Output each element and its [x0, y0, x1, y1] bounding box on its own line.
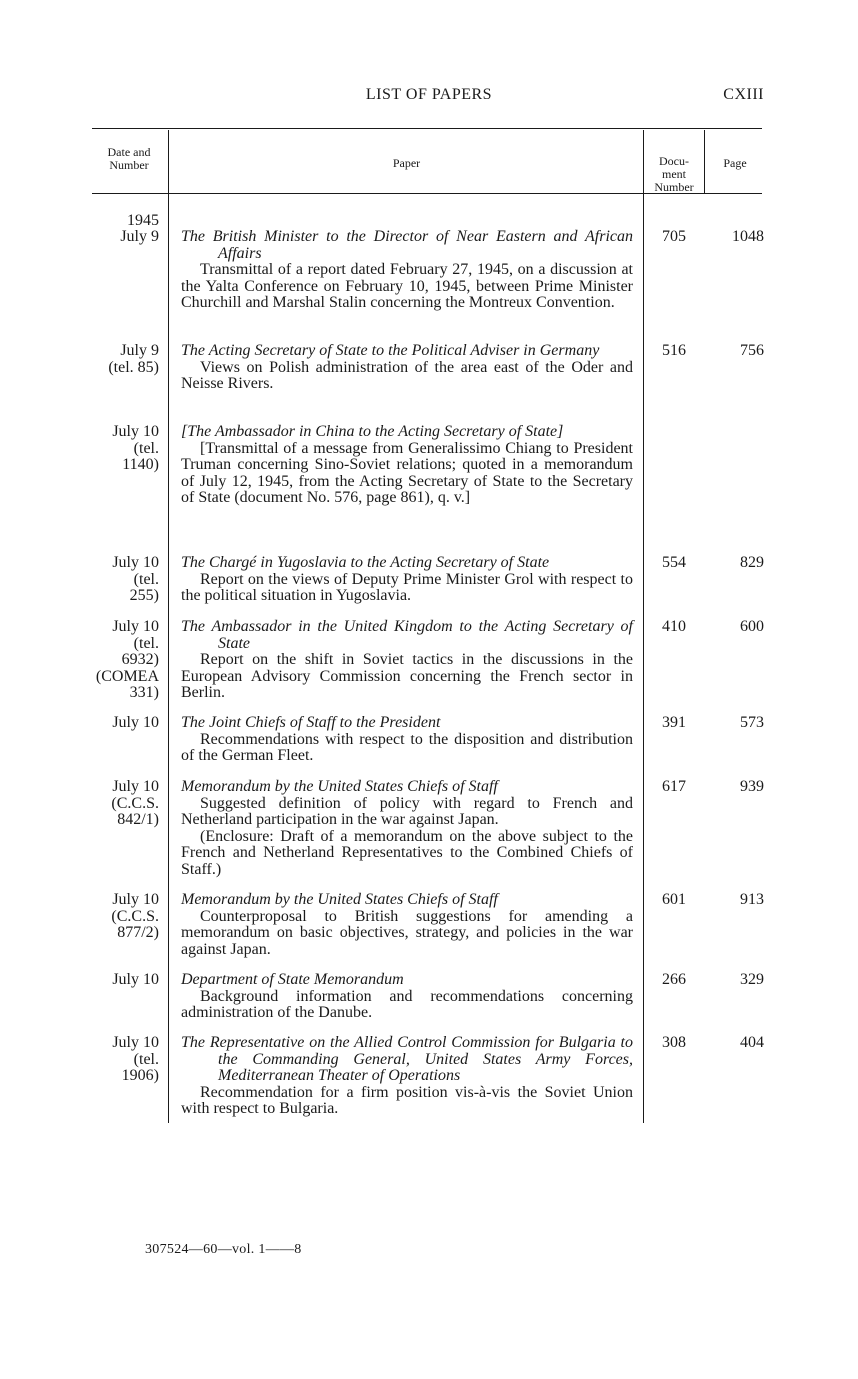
entry-title: The Acting Secretary of State to the Political Adviser in Germany: [181, 342, 600, 359]
entry-summary: Report on the views of Deputy Prime Minister Grol with respect to the political situation in Yugoslavia.: [181, 570, 633, 605]
entry-summary: Recommendations with respect to the disposition and distribution of the German Fleet.: [181, 730, 633, 765]
entry-summary: [Transmittal of a message from Generalissimo Chiang to President Truman concerning Sino-Soviet relations; quoted in a memorandum of July 12, 1945, from the Acting Secretary of State to the Secretary of State (document No. 576, page 861), q. v.]: [181, 439, 633, 507]
entry-title: Department of State Memorandum: [181, 971, 404, 988]
entry-date: July 10 (C.C.S. 842/1): [111, 778, 159, 829]
entry-summary: Transmittal of a report dated February 27, 1945, on a discussion at the Yalta Conference on February 10, 1945, between Prime Minister Churchill and Marshal Stalin concerning the Montreux Convention.: [181, 261, 633, 312]
col-header-date: [94, 146, 164, 172]
entry-date: July 10 (tel. 255): [112, 554, 159, 605]
entry-date: July 10 (tel. 1906): [112, 1034, 159, 1085]
col-header-paper-label: Paper: [392, 156, 421, 170]
running-head-title: LIST OF PAPERS: [365, 86, 493, 103]
col-header-document: [645, 142, 703, 194]
entry-paper: [181, 555, 633, 605]
entry-paper: [181, 779, 633, 879]
entry-document-number: 617: [662, 778, 686, 795]
entry-page-number: 913: [740, 891, 764, 908]
entry-document-number: 391: [662, 714, 686, 731]
entry-page-number: 1048: [732, 228, 764, 245]
entry-paper: [181, 715, 633, 765]
entry-document-number: 516: [662, 342, 686, 359]
column-divider: [168, 130, 169, 1123]
entry-date: July 10 (tel. 1140): [112, 423, 159, 474]
entry-summary: Suggested definition of policy with regard to French and Netherland participation in the war against Japan.: [181, 794, 633, 829]
entry-date: July 10 (tel. 6932) (COMEA 331): [95, 618, 159, 702]
entry-document-number: 410: [662, 618, 686, 635]
col-header-page: [706, 157, 764, 170]
entry-summary: Background information and recommendations concerning administration of the Danube.: [181, 987, 633, 1022]
entry-paper: [181, 972, 633, 1022]
entry-title: The Joint Chiefs of Staff to the President: [181, 714, 441, 731]
entry-title: The British Minister to the Director of Near Eastern and African Affairs: [181, 228, 633, 262]
entry-paper: [181, 343, 633, 393]
entry-summary: Counterproposal to British suggestions for amending a memorandum on basic objectives, strategy, and policies in the war against Japan.: [181, 907, 633, 958]
col-header-paper: [170, 157, 643, 170]
entry-page-number: 939: [740, 778, 764, 795]
entry-title: The Ambassador in the United Kingdom to the Acting Secretary of State: [181, 618, 633, 652]
entry-page-number: 329: [740, 971, 764, 988]
entry-summary: (Enclosure: Draft of a memorandum on the above subject to the French and Netherland Representatives to the Combined Chiefs of Staff.): [181, 827, 633, 878]
entry-summary: Views on Polish administration of the area east of the Oder and Neisse Rivers.: [181, 358, 633, 393]
column-divider: [704, 130, 705, 193]
entry-paper: [181, 892, 633, 958]
year-label: 1945: [127, 212, 159, 229]
entry-page-number: 404: [740, 1034, 764, 1051]
print-code-footer: 307524—60—vol. 1——8: [145, 1242, 302, 1257]
entry-page-number: 829: [740, 554, 764, 571]
entry-paper: [181, 229, 633, 312]
entry-document-number: 554: [662, 554, 686, 571]
entry-date: July 9 (tel. 85): [108, 342, 159, 376]
entry-paper: [181, 424, 633, 507]
entry-title: Memorandum by the United States Chiefs of Staff: [181, 891, 498, 908]
entry-page-number: 756: [740, 342, 764, 359]
col-header-date-label: Date and Number: [107, 145, 151, 172]
entry-summary: Report on the shift in Soviet tactics in the discussions in the European Advisory Commission concerning the French sector in Berlin.: [181, 651, 633, 702]
entry-paper: [181, 619, 633, 702]
entry-page-number: 573: [740, 714, 764, 731]
entry-paper: [181, 1035, 633, 1118]
column-divider: [643, 130, 644, 1123]
entry-document-number: 308: [662, 1034, 686, 1051]
entry-date: July 10 (C.C.S. 877/2): [111, 891, 159, 942]
entry-title: [The Ambassador in China to the Acting Secretary of State]: [181, 423, 564, 440]
entry-summary: Recommendation for a firm position vis-à-vis the Soviet Union with respect to Bulgaria.: [181, 1083, 633, 1118]
entry-title: Memorandum by the United States Chiefs of Staff: [181, 778, 498, 795]
entry-title: The Representative on the Allied Control Commission for Bulgaria to the Commanding General, United States Army Forces, Mediterranean Theater of Operations: [181, 1034, 633, 1085]
entry-date: July 10: [112, 714, 159, 731]
col-header-page-label: Page: [723, 156, 747, 170]
table-top-rule: [92, 128, 762, 129]
entry-title: The Chargé in Yugoslavia to the Acting Secretary of State: [181, 554, 550, 571]
entry-document-number: 266: [662, 971, 686, 988]
col-header-document-label: Docu- ment Number: [654, 154, 694, 194]
entry-date: July 9: [120, 228, 159, 245]
entry-date: July 10: [112, 971, 159, 988]
page-number: CXIII: [723, 86, 764, 103]
entry-document-number: 705: [662, 228, 686, 245]
entry-document-number: 601: [662, 891, 686, 908]
entry-page-number: 600: [740, 618, 764, 635]
